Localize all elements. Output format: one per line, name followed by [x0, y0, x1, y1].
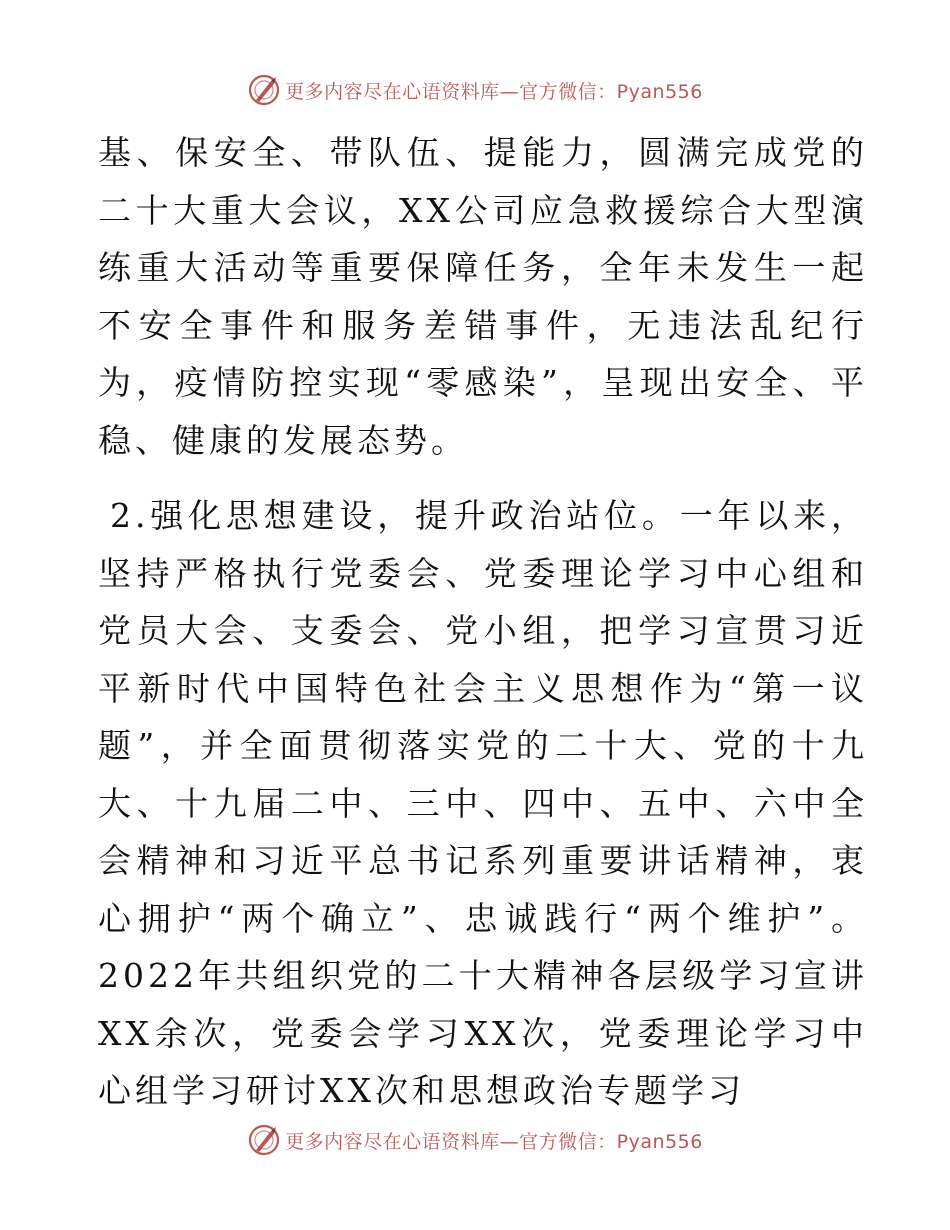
- header-watermark: [0, 70, 950, 110]
- paragraph-1: 基、保安全、带队伍、提能力，圆满完成党的二十大重大会议，XX公司应急救援综合大型演练重大活动等重要保障任务，全年未发生一起不安全事件和服务差错事件，无违法乱纪行为，疫情防控实现“零感染”，呈现出安全、平稳、健康的发展态势。: [98, 133, 868, 460]
- footer-watermark-text: 更多内容尽在心语资料库—官方微信：Pyan556: [285, 1130, 703, 1153]
- quill-circle-logo-icon: [247, 1123, 281, 1157]
- header-watermark-text: 更多内容尽在心语资料库—官方微信：Pyan556: [285, 80, 703, 103]
- quill-circle-logo-icon: [247, 73, 281, 107]
- footer-watermark: [0, 1120, 950, 1160]
- paragraph-2: 2.强化思想建设，提升政治站位。一年以来，坚持严格执行党委会、党委理论学习中心组和党员大会、支委会、党小组，把学习宣贯习近平新时代中国特色社会主义思想作为“第一议题”，并全面贯彻落实党的二十大、党的十九大、十九届二中、三中、四中、五中、六中全会精神和习近平总书记系列重要讲话精神，衷心拥护“两个确立”、忠诚践行“两个维护”。2022年共组织党的二十大精神各层级学习宣讲XX余次，党委会学习XX次，党委理论学习中心组学习研讨XX次和思想政治专题学习: [98, 496, 868, 1110]
- document-body: [98, 124, 868, 1120]
